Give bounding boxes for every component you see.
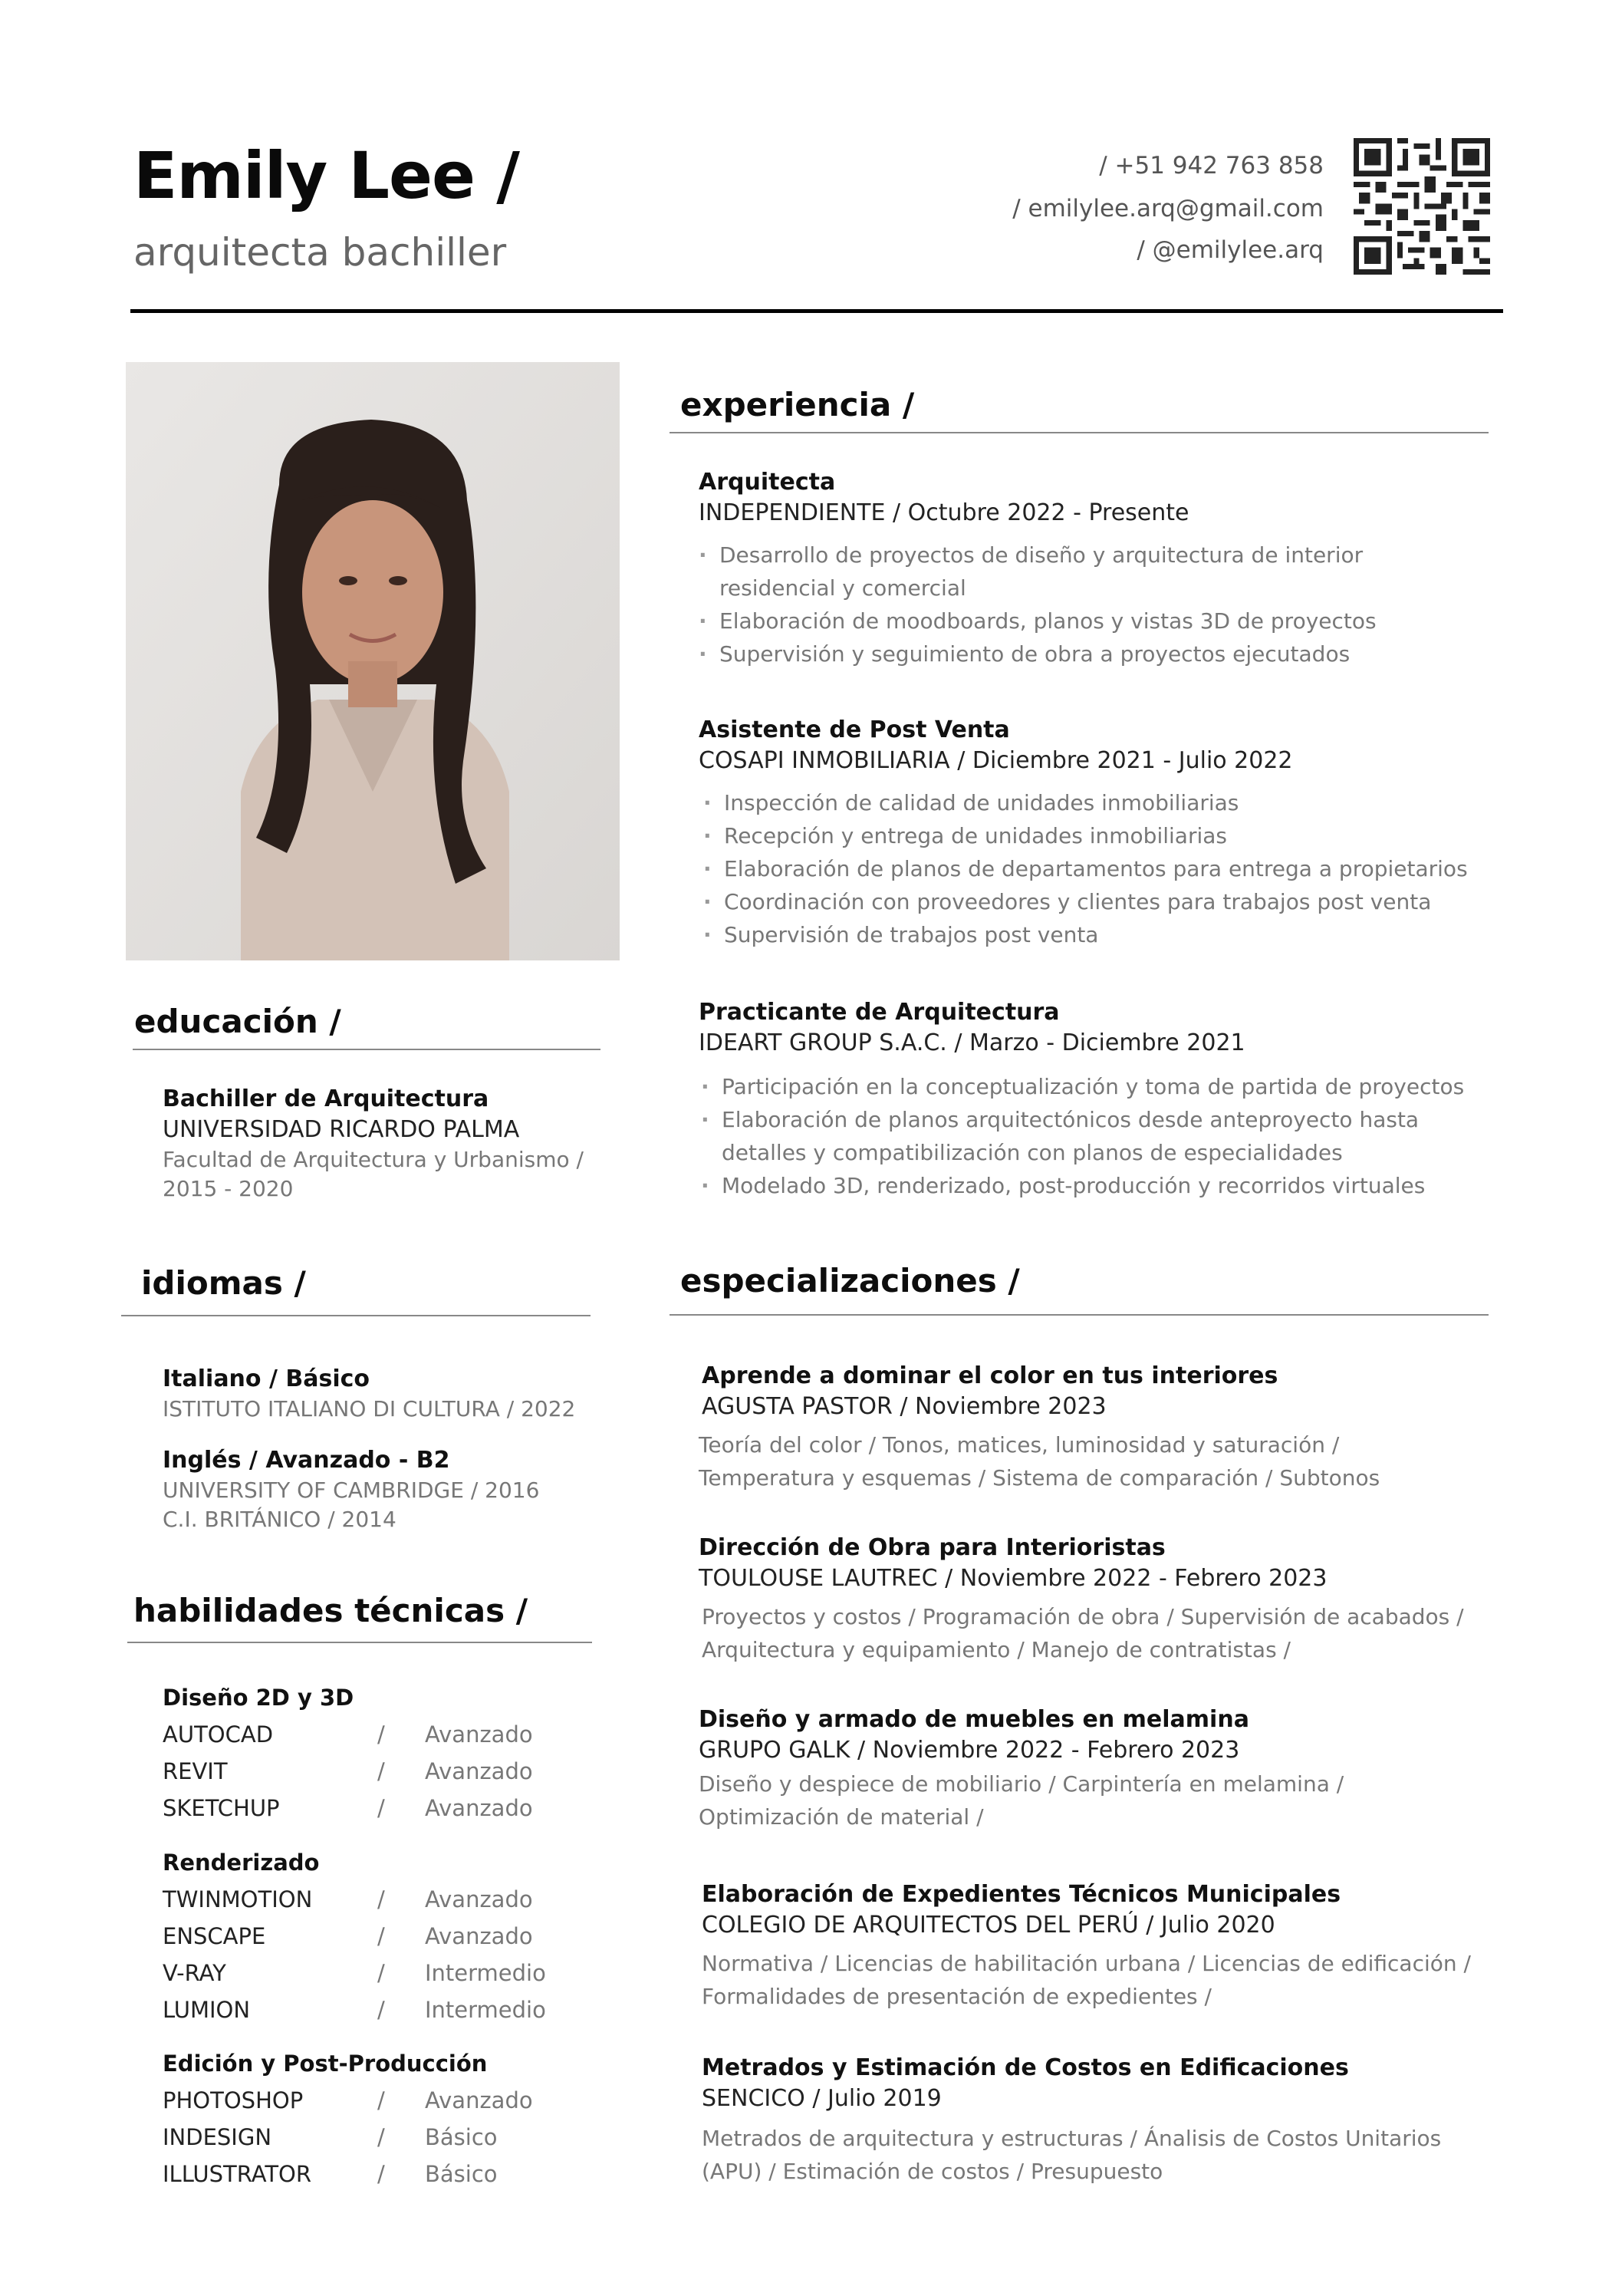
course-topic-line: Metrados de arquitectura y estructuras / Ánalisis de Costos Unitarios — [702, 2126, 1442, 2151]
skill-level: Básico — [425, 2161, 498, 2187]
education-divider — [133, 1049, 600, 1050]
skill-level: Avanzado — [425, 1795, 533, 1821]
course-topic-line: Proyectos y costos / Programación de obra / Supervisión de acabados / — [702, 1604, 1464, 1629]
skill-level: Avanzado — [425, 2087, 533, 2113]
skill-level: Avanzado — [425, 1721, 533, 1748]
job-bullet: · Supervisión y seguimiento de obra a proyectos ejecutados — [699, 637, 1377, 670]
education-faculty: Facultad de Arquitectura y Urbanismo / — [163, 1147, 584, 1172]
language-item-english: Inglés / Avanzado - B2 — [163, 1447, 450, 1474]
skill-level: Intermedio — [425, 1997, 546, 2023]
skill-name: INDESIGN — [163, 2124, 272, 2150]
skill-category-editing: Edición y Post-Producción — [163, 2051, 488, 2077]
job-bullet: · Participación en la conceptualización y toma de partida de proyectos — [701, 1070, 1464, 1103]
education-degree: Bachiller de Arquitectura — [163, 1085, 489, 1112]
skill-separator: / — [377, 1795, 385, 1821]
skill-separator: / — [377, 1923, 385, 1949]
language-item-italian: Italiano / Básico — [163, 1365, 370, 1392]
specializations-heading: especializaciones / — [680, 1262, 1020, 1300]
skill-level: Básico — [425, 2124, 498, 2150]
skill-name: SKETCHUP — [163, 1795, 280, 1821]
course-topics — [702, 1600, 1464, 1666]
course-name: Metrados y Estimación de Costos en Edificaciones — [702, 2054, 1349, 2081]
skill-name: ILLUSTRATOR — [163, 2161, 312, 2187]
skill-name: LUMION — [163, 1997, 251, 2023]
name-heading: Emily Lee / — [133, 138, 519, 213]
job-bullet: · Elaboración de planos de departamentos para entrega a propietarios — [703, 852, 1468, 885]
qr-code-icon[interactable] — [1354, 138, 1490, 275]
skill-category-render: Renderizado — [163, 1850, 320, 1876]
course-org: SENCICO / Julio 2019 — [702, 2085, 942, 2112]
title-subheading: arquitecta bachiller — [133, 230, 507, 275]
skill-separator: / — [377, 1886, 385, 1912]
language-italian-school: ISTITUTO ITALIANO DI CULTURA / 2022 — [163, 1396, 576, 1421]
skill-separator: / — [377, 2087, 385, 2113]
job-bullet-cont-text: detalles y compatibilización con planos de especialidades — [722, 1140, 1343, 1165]
course-name: Aprende a dominar el color en tus interiores — [702, 1362, 1278, 1389]
job-bullet: · Elaboración de moodboards, planos y vistas 3D de proyectos — [699, 604, 1377, 637]
experience-heading: experiencia / — [680, 386, 915, 423]
course-name: Elaboración de Expedientes Técnicos Municipales — [702, 1881, 1341, 1908]
header-divider — [130, 309, 1503, 313]
job-bullets — [701, 1070, 1464, 1202]
course-topics — [702, 2122, 1441, 2188]
email-address[interactable]: / emilylee.arq@gmail.com — [1012, 195, 1324, 222]
course-topic-line: Formalidades de presentación de expedientes / — [702, 1984, 1212, 2009]
skill-name: TWINMOTION — [163, 1886, 313, 1912]
course-topic-line: Normativa / Licencias de habilitación urbana / Licencias de edificación / — [702, 1951, 1471, 1976]
job-bullet: · Recepción y entrega de unidades inmobiliarias — [703, 819, 1468, 852]
skill-name: V-RAY — [163, 1960, 226, 1986]
experience-divider — [670, 432, 1489, 433]
skill-separator: / — [377, 2161, 385, 2187]
skill-level: Avanzado — [425, 1758, 533, 1784]
education-school: UNIVERSIDAD RICARDO PALMA — [163, 1116, 520, 1143]
skill-separator: / — [377, 1960, 385, 1986]
skill-name: AUTOCAD — [163, 1721, 274, 1748]
skill-separator: / — [377, 1997, 385, 2023]
skill-separator: / — [377, 1758, 385, 1784]
skill-name: ENSCAPE — [163, 1923, 266, 1949]
social-handle[interactable]: / @emilylee.arq — [1137, 236, 1324, 264]
course-topic-line: Diseño y despiece de mobiliario / Carpintería en melamina / — [699, 1771, 1344, 1797]
skill-category-design: Diseño 2D y 3D — [163, 1685, 354, 1711]
skill-level: Avanzado — [425, 1923, 533, 1949]
skills-heading: habilidades técnicas / — [133, 1592, 528, 1629]
course-topic-line: (APU) / Estimación de costos / Presupuesto — [702, 2159, 1163, 2184]
job-bullet: · Supervisión de trabajos post venta — [703, 918, 1468, 951]
course-org: GRUPO GALK / Noviembre 2022 - Febrero 2023 — [699, 1737, 1240, 1764]
course-org: TOULOUSE LAUTREC / Noviembre 2022 - Febrero 2023 — [699, 1565, 1328, 1592]
job-org: INDEPENDIENTE / Octubre 2022 - Presente — [699, 499, 1189, 526]
skill-level: Intermedio — [425, 1960, 546, 1986]
course-topics — [699, 1767, 1344, 1833]
job-role: Arquitecta — [699, 469, 836, 496]
course-name: Dirección de Obra para Interioristas — [699, 1534, 1166, 1561]
course-name: Diseño y armado de muebles en melamina — [699, 1706, 1249, 1733]
job-bullets — [703, 786, 1468, 951]
job-role: Practicante de Arquitectura — [699, 999, 1060, 1026]
job-bullet: · Elaboración de planos arquitectónicos desde anteproyecto hasta — [701, 1103, 1464, 1136]
skill-level: Avanzado — [425, 1886, 533, 1912]
specializations-divider — [670, 1314, 1489, 1316]
job-bullet: · Desarrollo de proyectos de diseño y arquitectura de interior — [699, 539, 1377, 572]
job-bullet: · Coordinación con proveedores y clientes para trabajos post venta — [703, 885, 1468, 918]
job-bullet-continuation — [701, 1136, 1464, 1169]
job-org: IDEART GROUP S.A.C. / Marzo - Diciembre 2021 — [699, 1029, 1245, 1056]
job-bullets — [699, 539, 1377, 670]
course-topics — [699, 1428, 1380, 1494]
course-topic-line: Temperatura y esquemas / Sistema de comparación / Subtonos — [699, 1465, 1380, 1491]
course-topics — [702, 1947, 1471, 2013]
course-topic-line: Optimización de material / — [699, 1804, 984, 1830]
job-bullet: · Inspección de calidad de unidades inmobiliarias — [703, 786, 1468, 819]
language-english-school-2: C.I. BRITÁNICO / 2014 — [163, 1507, 396, 1532]
job-bullet-cont-text: residencial y comercial — [719, 575, 966, 601]
skill-separator: / — [377, 1721, 385, 1748]
skill-separator: / — [377, 2124, 385, 2150]
course-org: COLEGIO DE ARQUITECTOS DEL PERÚ / Julio 2020 — [702, 1912, 1275, 1939]
education-heading: educación / — [134, 1003, 341, 1040]
profile-photo — [126, 362, 620, 960]
languages-divider — [121, 1315, 591, 1316]
skill-name: REVIT — [163, 1758, 228, 1784]
phone-number[interactable]: / +51 942 763 858 — [1099, 152, 1324, 180]
job-role: Asistente de Post Venta — [699, 716, 1010, 743]
skills-divider — [127, 1642, 592, 1643]
course-topic-line: Arquitectura y equipamiento / Manejo de contratistas / — [702, 1637, 1291, 1662]
language-english-school-1: UNIVERSITY OF CAMBRIDGE / 2016 — [163, 1477, 540, 1503]
job-org: COSAPI INMOBILIARIA / Diciembre 2021 - Julio 2022 — [699, 747, 1293, 774]
job-bullet: · Modelado 3D, renderizado, post-producción y recorridos virtuales — [701, 1169, 1464, 1202]
languages-heading: idiomas / — [141, 1264, 306, 1302]
course-topic-line: Teoría del color / Tonos, matices, luminosidad y saturación / — [699, 1432, 1340, 1458]
job-bullet-continuation — [699, 572, 1377, 604]
course-org: AGUSTA PASTOR / Noviembre 2023 — [702, 1393, 1107, 1420]
skill-name: PHOTOSHOP — [163, 2087, 304, 2113]
education-years: 2015 - 2020 — [163, 1176, 294, 1201]
